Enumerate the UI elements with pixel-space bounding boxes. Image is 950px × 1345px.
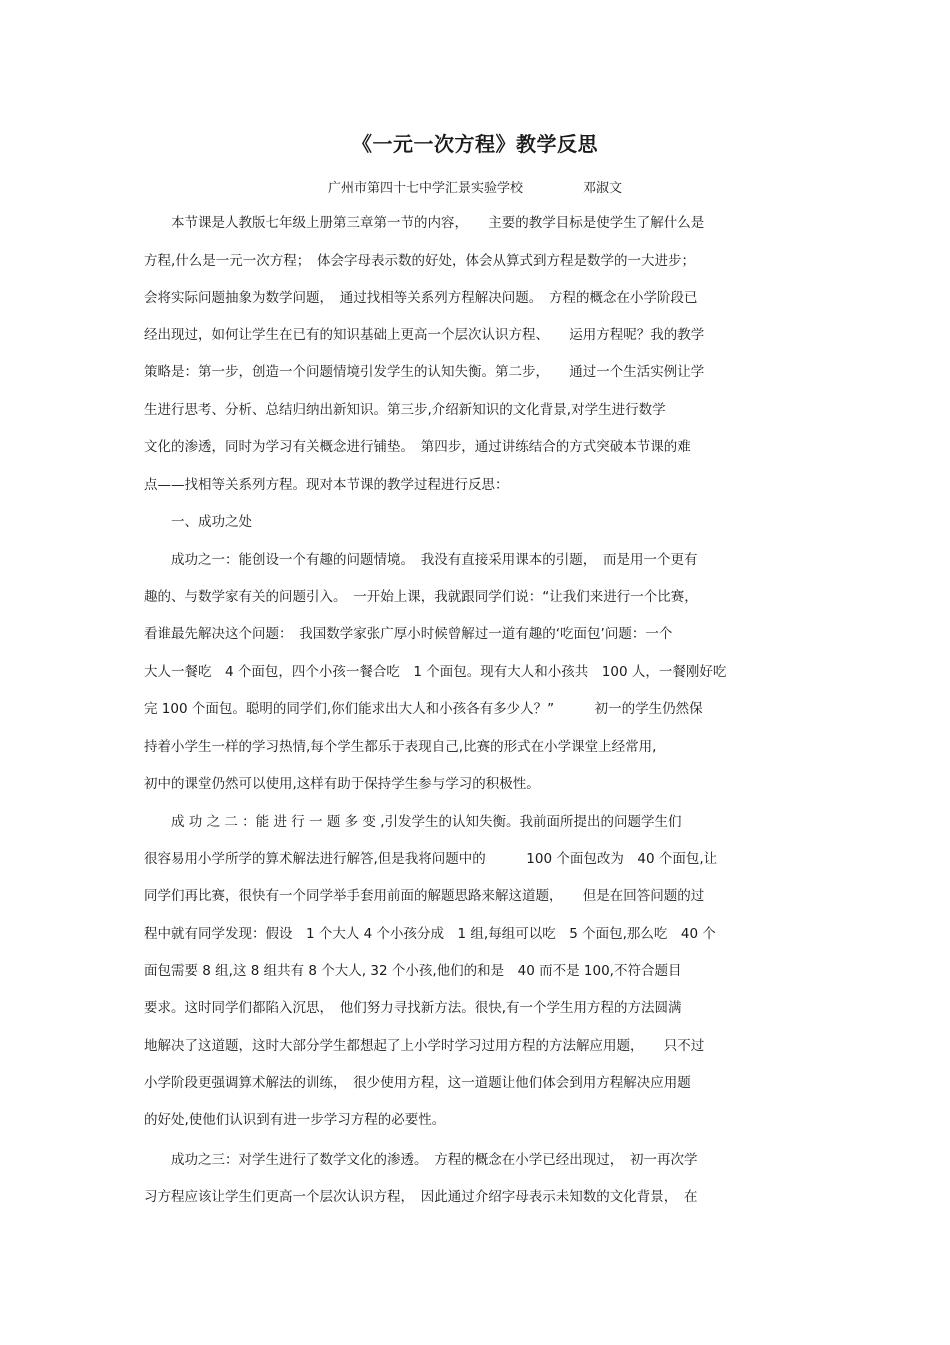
body-line: 持着小学生一样的学习热情,每个学生都乐于表现自己,比赛的形式在小学课堂上经常用, (144, 739, 657, 755)
body-line: 的好处,使他们认识到有进一步学习方程的必要性。 (144, 1112, 446, 1128)
body-line: 成功之三：对学生进行了数学文化的渗透。 方程的概念在小学已经出现过， 初一再次学 (144, 1152, 698, 1168)
body-line: 成功之一：能创设一个有趣的问题情境。 我没有直接采用课本的引题， 而是用一个更有 (144, 552, 698, 568)
body-line: 要求。这时同学们都陷入沉思， 他们努力寻找新方法。很快,有一个学生用方程的方法圆满 (144, 1000, 682, 1016)
body-line: 生进行思考、分析、总结归纳出新知识。第三步,介绍新知识的文化背景,对学生进行数学 (144, 402, 666, 418)
body-line: 很容易用小学所学的算术解法进行解答,但是我将问题中的 100 个面包改为 40 个面包,让 (144, 851, 718, 867)
section-heading: 一、成功之处 (144, 514, 252, 530)
body-line: 看谁最先解决这个问题： 我国数学家张广厚小时候曾解过一道有趣的‘吃面包’问题：一个 (144, 626, 673, 642)
body-line: 成 功 之 二 ：能 进 行 一 题 多 变 ,引发学生的认知失衡。我前面所提出的问题学生们 (144, 814, 682, 830)
body-line: 地解决了这道题，这时大部分学生都想起了上小学时学习过用方程的方法解应用题， 只不过 (144, 1038, 705, 1054)
body-line: 同学们再比赛，很快有一个同学举手套用前面的解题思路来解这道题， 但是在回答问题的过 (144, 888, 705, 904)
author-line (0, 177, 950, 196)
body-line: 点——找相等关系列方程。现对本节课的教学过程进行反思： (144, 477, 509, 493)
body-line: 文化的渗透，同时为学习有关概念进行铺垫。 第四步，通过讲练结合的方式突破本节课的难 (144, 439, 691, 455)
school-name: 广州市第四十七中学汇景实验学校 (327, 181, 523, 196)
body-line: 经出现过，如何让学生在已有的知识基础上更高一个层次认识方程、 运用方程呢？我的教学 (144, 327, 705, 343)
body-line: 初中的课堂仍然可以使用,这样有助于保持学生参与学习的积极性。 (144, 776, 540, 792)
body-line: 策略是：第一步，创造一个问题情境引发学生的认知失衡。第二步， 通过一个生活实例让学 (144, 364, 705, 380)
body-line: 本节课是人教版七年级上册第三章第一节的内容， 主要的教学目标是使学生了解什么是 (144, 215, 705, 231)
author-name: 邓淑文 (583, 181, 623, 196)
body-line: 完 100 个面包。聪明的同学们,你们能求出大人和小孩各有多少人？” 初一的学生仍然保 (144, 701, 703, 717)
body-line: 面包需要 8 组,这 8 组共有 8 个大人, 32 个小孩,他们的和是 40 而不是 100,不符合题目 (144, 963, 682, 979)
document-title: 《一元一次方程》教学反思 (352, 132, 598, 156)
body-line: 趣的、与数学家有关的问题引入。 一开始上课，我就跟同学们说：“让我们来进行一个比赛， (144, 589, 698, 605)
body-line: 会将实际问题抽象为数学问题， 通过找相等关系列方程解决问题。 方程的概念在小学阶段已 (144, 290, 698, 306)
body-line: 程中就有同学发现：假设 1 个大人 4 个小孩分成 1 组,每组可以吃 5 个面包,那么吃 40 个 (144, 926, 716, 942)
body-line: 习方程应该让学生们更高一个层次认识方程， 因此通过介绍字母表示未知数的文化背景， 在 (144, 1189, 698, 1205)
body-line: 大人一餐吃 4 个面包，四个小孩一餐合吃 1 个面包。现有大人和小孩共 100 人，一餐刚好吃 (144, 664, 727, 680)
body-line: 方程,什么是一元一次方程； 体会字母表示数的好处，体会从算式到方程是数学的一大进步； (144, 253, 696, 269)
body-line: 小学阶段更强调算术解法的训练， 很少使用方程，这一道题让他们体会到用方程解决应用题 (144, 1075, 691, 1091)
